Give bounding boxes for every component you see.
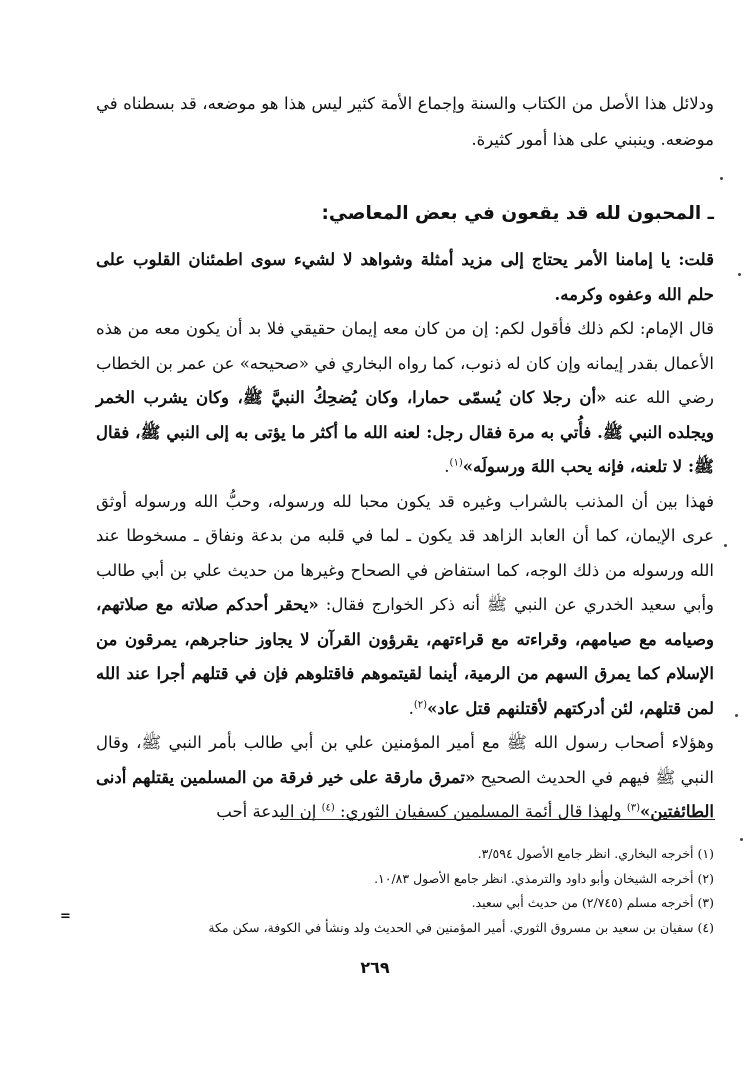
footnote-3: (٣) أخرجه مسلم (٢/٧٤٥) من حديث أبي سعيد. — [471, 895, 714, 910]
footnotes — [86, 842, 714, 940]
main-text — [96, 243, 714, 830]
footnote-2: (٢) أخرجه الشيخان وأبو داود والترمذي. انظر جامع الأصول ١٠/٨٣. — [374, 870, 714, 886]
intro-block — [96, 86, 714, 158]
final-paragraph — [96, 726, 714, 830]
scan-speck — [740, 838, 743, 841]
footnote-continuation-mark: = — [60, 909, 71, 924]
hadith-quote-1: «أن رجلا كان يُسمّى حمارا، وكان يُضحِكُ النبيَّ ﷺ، وكان يشرب الخمر ويجلده النبي ﷺ. فأُتي به مرة فقال رجل: لعنه الله ما أكثر ما يؤتى به إلى النبي ﷺ، فقال ﷺ: لا تلعنه، فإنه يحب اللهَ ورسولَه» — [96, 388, 714, 476]
explanation-text: فهذا بين أن المذنب بالشراب وغيره قد يكون محبا لله ورسوله، وحبُّ الله ورسوله أوثق عرى الإيمان، كما أن العابد الزاهد قد يكون ـ لما في قلبه من بدعة ونفاق ـ مسخوطا عند الله ورسوله من ذلك الوجه، كما استفاض في الصحاح وغيرها من حديث علي بن أبي طالب وأبي سعيد الخدري عن النبي ﷺ أنه ذكر الخوارج فقال: — [96, 491, 714, 614]
section-heading: ـ المحبون لله قد يقعون في بعض المعاصي: — [321, 203, 714, 224]
footnote-ref-3[interactable]: (٣) — [626, 802, 641, 814]
hadith-quote-2: «يحقر أحدكم صلاته مع صلاتهم، وصيامه مع صيامهم، وقراءته مع قراءتهم، يقرؤون القرآن لا يجاوز حناجرهم، يمرقون من الإسلام كما يمرق السهم من الرمية، أينما لقيتموهم فاقتلوهم فإن في قتلهم أجرا عند الله لمن قتلهم، لئن أدركتهم لأقتلنهم قتل عاد» — [96, 595, 714, 718]
footnote-ref-2[interactable]: (٢) — [413, 699, 428, 710]
footnote-ref-4[interactable]: (٤) — [321, 802, 335, 814]
footnote-4: (٤) سفيان بن سعيد بن مسروق الثوري. أمير المؤمنين في الحديث ولد ونشأ في الكوفة، سكن مكة — [208, 919, 714, 935]
scan-speck — [735, 714, 738, 717]
footnote-ref-1[interactable]: (١) — [449, 457, 463, 469]
hadith-quote-3: «تمرق مارقة على خير فرقة من المسلمين يقتلهم أدنى الطائفتين» — [96, 767, 714, 821]
scan-speck — [724, 544, 727, 547]
scan-speck — [738, 273, 741, 276]
question-paragraph: قلت: يا إمامنا الأمر يحتاج إلى مزيد أمثلة وشواهد لا لشيء سوى اطمئنان القلوب على حلم الله وعفوه وكرمه. — [96, 250, 714, 304]
page-number: ٢٦٩ — [360, 958, 390, 977]
explanation-paragraph: فهذا بين أن المذنب بالشراب وغيره قد يكون محبا لله ورسوله، وحبُّ الله ورسوله أوثق عرى الإيمان، كما أن العابد الزاهد قد يكون ـ لما في قلبه من بدعة ونفاق ـ مسخوطا عند الله ورسوله من ذلك الوجه، كما استفاض في الصحاح وغيرها من حديث علي بن أبي طالب وأبي سعيد الخدري عن النبي ﷺ أنه ذكر الخوارج فقال: «يحقر أحدكم صلاته مع صلاتهم، وصيامه مع صيامهم، وقراءته مع قراءتهم، يقرؤون القرآن لا يجاوز حناجرهم، يمرقون من الإسلام كما يمرق السهم من الرمية، أينما لقيتموهم فاقتلوهم فإن في قتلهم أجرا عند الله لمن قتلهم، لئن أدركتهم لأقتلنهم قتل عاد»$^{(٢)}$. — [96, 491, 714, 718]
imam-paragraph: قال الإمام: لكم ذلك فأقول لكم: إن من كان معه إيمان حقيقي فلا بد أن يكون معه من هذه الأعمال بقدر إيمانه وإن كان له ذنوب، كما رواه البخاري في «صحيحه» عن عمر بن الخطاب رضي الله عنه «أن رجلا كان يُسمّى حمارا، وكان يُضحِكُ النبيَّ ﷺ، وكان يشرب الخمر ويجلده النبي ﷺ. فأُتي به مرة فقال رجل: لعنه الله ما أكثر ما يؤتى به إلى النبي ﷺ، فقال ﷺ: لا تلعنه، فإنه يحب اللهَ ورسولَه»$^{(١)}$. — [96, 319, 714, 476]
footnote-divider — [280, 819, 715, 820]
intro-paragraph: ودلائل هذا الأصل من الكتاب والسنة وإجماع الأمة كثير ليس هذا هو موضعه، قد بسطناه في موضعه. وينبني على هذا أمور كثيرة. — [96, 94, 714, 149]
scan-speck — [720, 177, 723, 180]
final-text-2: ولهذا قال أئمة المسلمين كسفيان الثوري: — [334, 802, 627, 821]
footnote-1: (١) أخرجه البخاري. انظر جامع الأصول ٣/٥٩٤. — [477, 846, 714, 861]
final-text-3: إن البدعة أحب — [216, 802, 322, 821]
imam-text: قال الإمام: لكم ذلك فأقول لكم: إن من كان معه إيمان حقيقي فلا بد أن يكون معه من هذه الأعمال بقدر إيمانه وإن كان له ذنوب، كما رواه البخاري في «صحيحه» عن عمر بن الخطاب رضي الله عنه — [96, 319, 714, 407]
final-text-1: وهؤلاء أصحاب رسول الله ﷺ مع أمير المؤمنين علي بن أبي طالب بأمر النبي ﷺ، وقال النبي ﷺ فيهم في الحديث الصحيح — [96, 733, 714, 787]
